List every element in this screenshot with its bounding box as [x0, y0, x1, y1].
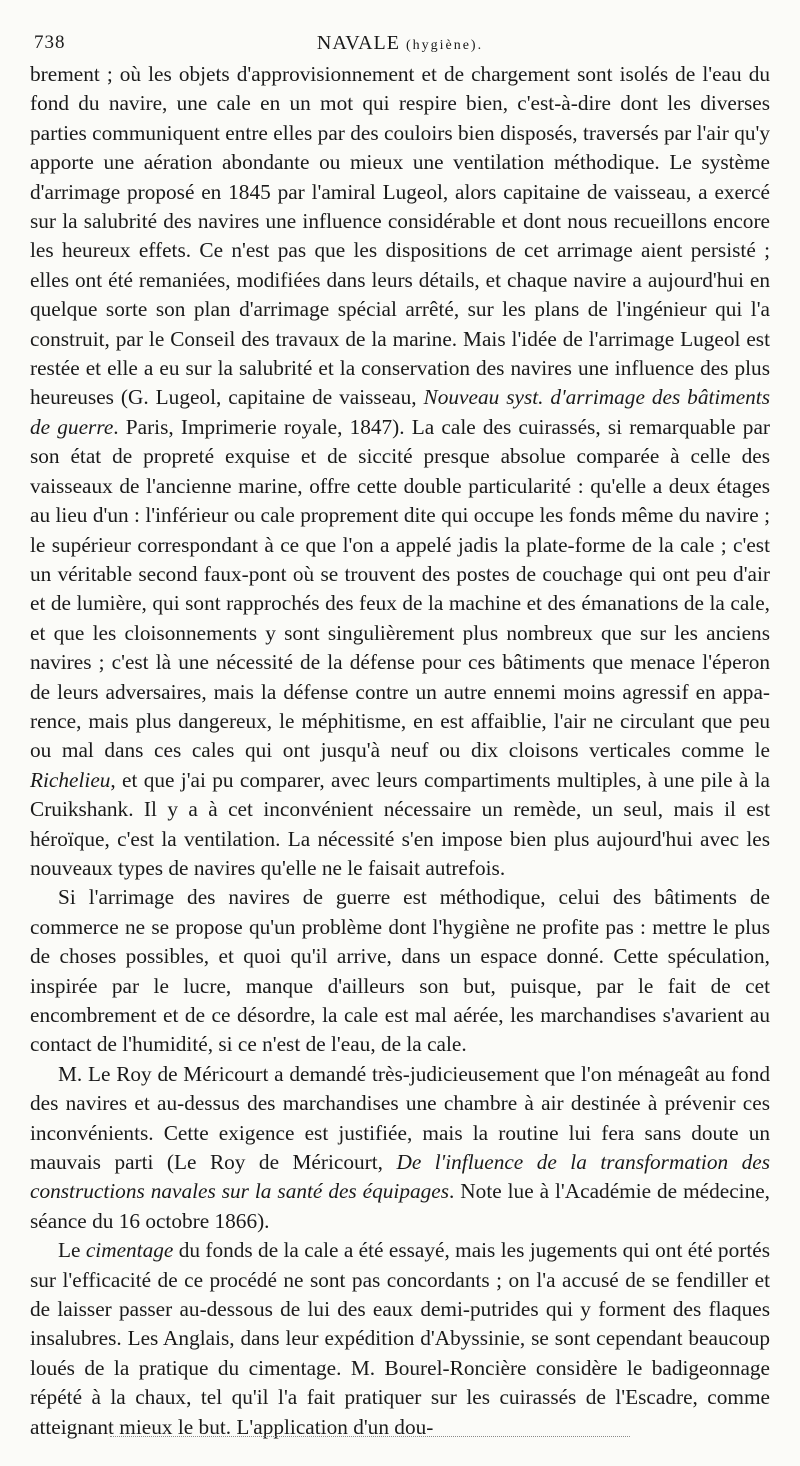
- text-run: , et que j'ai pu comparer, avec leurs compartiments multiples, à une pile à la Cruikshank. Il y a à cet inconvénient nécessaire un remède, un seul, mais il est héroïque, c'est la ventilation. La nécessité s'en impose bien plus aujourd'hui avec les nouveaux types de navires qu'elle ne le faisait autrefois.: [30, 767, 770, 880]
- text-run: Le: [58, 1238, 86, 1263]
- paragraph: [30, 60, 770, 883]
- italic-text: cimentage: [85, 1238, 174, 1263]
- paragraph: [30, 1236, 770, 1442]
- text-run: . Note lue à l'Académie de médecine, séance du 16 octobre 1866).: [30, 1179, 771, 1233]
- text-run: . Paris, Imprimerie royale, 1847). La cale des cuirassés, si remarquable par son état de propreté exquise et de siccité presque absolue comparée à celle des vaisseaux de l'ancienne marine, offre cette double particularité : qu'elle a deux étages au lieu d'un : l'inférieur ou cale proprement dite qui occupe les fonds même du navire ; le supérieur correspondant à ce que l'on a appelé jadis la plate-forme de la cale ; c'est un véritable second faux-pont où se trouvent des postes de couchage qui ont peu d'air et de lumière, qui sont rapprochés des feux de la machine et des émanations de la cale, et que les cloisonnements y sont singulièrement plus nombreux que sur les anciens navires ; c'est là une nécessité de la défense pour ces bâtiments que menace l'éperon de leurs adversaires, mais la défense contre un autre ennemi moins agressif en apparence, mais plus dangereux, le méphitisme, en est affaiblie, l'air ne circulant que peu ou mal dans ces cales qui ont jusqu'à neuf ou dix cloisons verticales comme le: [30, 414, 771, 763]
- running-title-sub: (hygiène).: [405, 38, 484, 53]
- italic-text: Richelieu: [30, 767, 111, 792]
- text-run: Si l'arrimage des navires de guerre est méthodique, celui des bâtiments de commerce ne se propose qu'un problème dont l'hygiène ne profite pas : mettre le plus de choses possibles, et quoi qu'il arrive, dans un espace donné. Cette spéculation, inspirée par le lucre, manque d'ailleurs son but, puisque, par le fait de cet encombrement et de ce désordre, la cale est mal aérée, les marchandises s'avarient au contact de l'humidité, si ce n'est de l'eau, de la cale.: [30, 885, 770, 1057]
- running-title-main: NAVALE: [316, 32, 400, 54]
- italic-text: Nouveau syst. d'arrimage des bâtiments de guerre: [30, 385, 770, 439]
- body-text: [30, 60, 770, 1442]
- paragraph: [30, 883, 770, 1059]
- footer-rule: [110, 1436, 630, 1439]
- paragraph: [30, 1060, 770, 1236]
- page-number: 738: [34, 32, 66, 53]
- text-run: du fonds de la cale a été essayé, mais les jugements qui ont été portés sur l'efficacité de ce procédé ne sont pas concordants ; on l'a accusé de se fendiller et de laisser passer au-dessous de lui des eaux demi-putrides qui y forment des flaques insalubres. Les Anglais, dans leur expédition d'Abyssinie, se sont cependant beaucoup loués de la pratique du cimentage. M. Bourel-Roncière considère le badigeonnage répété à la chaux, tel qu'il l'a fait pratiquer sur les cuirassés de l'Escadre, comme atteignant mieux le but. L'application d'un dou-: [30, 1238, 770, 1439]
- text-run: M. Le Roy de Méricourt a demandé très-judicieusement que l'on ménageât au fond des navires et au-dessus des marchandises une chambre à air destinée à prévenir ces inconvénients. Cette exigence est justifiée, mais la routine lui fera sans doute un mauvais parti (Le Roy de Méricourt,: [30, 1061, 770, 1175]
- text-run: brement ; où les objets d'approvisionnement et de chargement sont isolés de l'eau du fond du navire, une cale en un mot qui respire bien, c'est-à-dire dont les diverses parties communiquent entre elles par des couloirs bien disposés, traversés par l'air qu'y apporte une aération abondante ou mieux une ventilation méthodique. Le système d'arrimage proposé en 1845 par l'amiral Lugeol, alors capitaine de vaisseau, a exercé sur la salubrité des navires une influence considérable et dont nous recueillons encore les heureux effets. Ce n'est pas que les dispositions de cet arrimage aient persisté ; elles ont été remaniées, modifiées dans leurs détails, et chaque navire a aujourd'hui en quelque sorte son plan d'arrimage spécial arrêté, sur les plans de l'ingénieur qui l'a construit, par le Conseil des travaux de la marine. Mais l'idée de l'arrimage Lugeol est restée et elle a eu sur la salubrité et la conservation des navires une influence des plus heureuses (G. Lugeol, capitaine de vaisseau,: [30, 62, 770, 410]
- running-header: [30, 26, 770, 60]
- italic-text: De l'influence de la transformation des constructions navales sur la santé des équipages: [30, 1150, 770, 1204]
- running-title: [30, 32, 770, 55]
- book-page: [30, 26, 770, 1442]
